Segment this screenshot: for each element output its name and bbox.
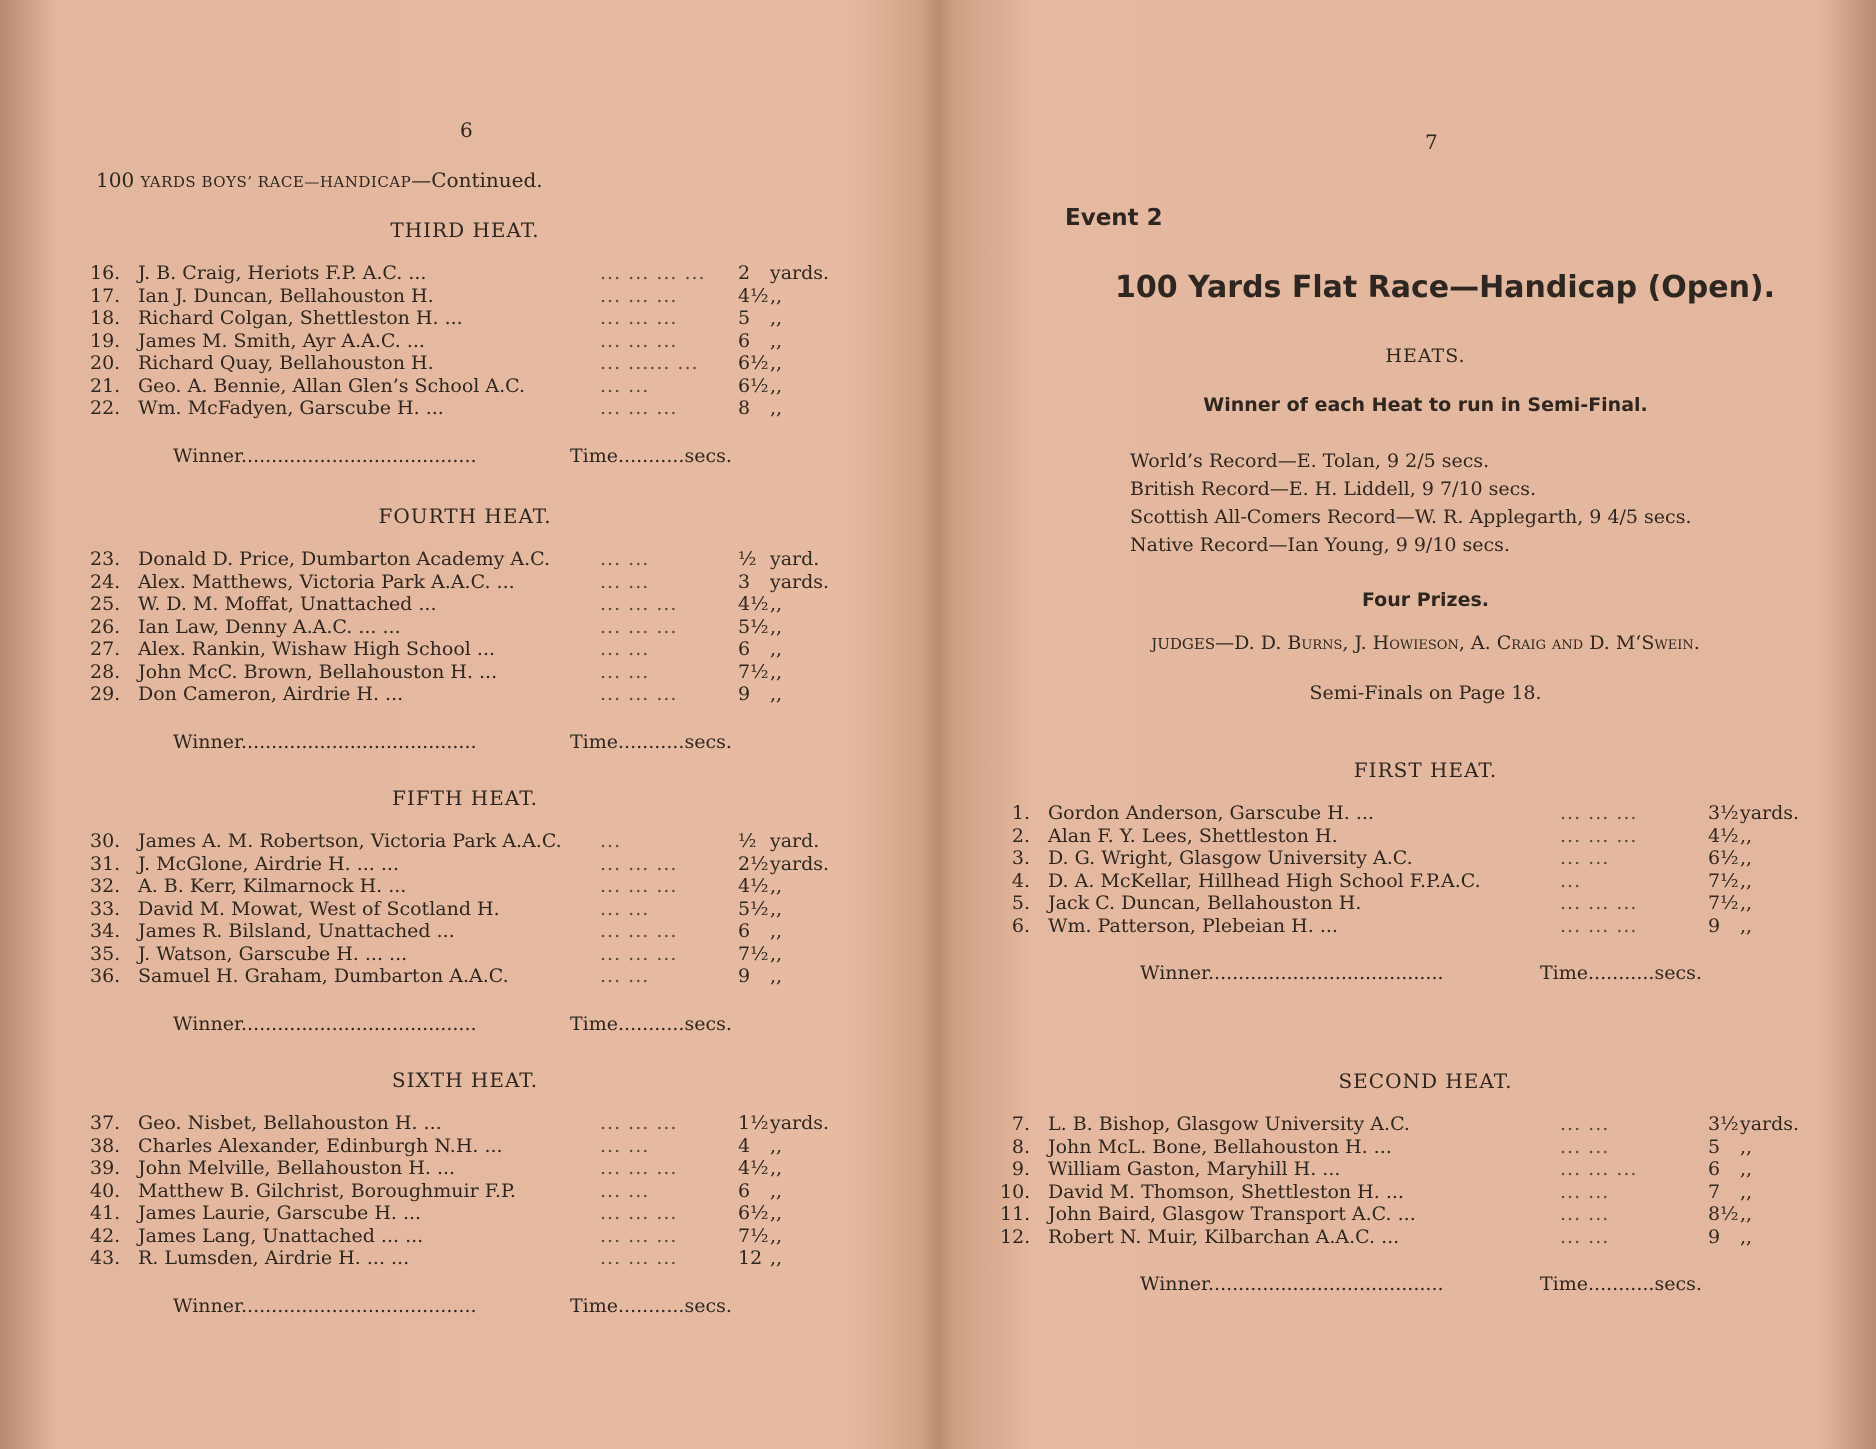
competitor-name: A. B. Kerr, Kilmarnock H. ... xyxy=(138,875,407,897)
entry-row xyxy=(1000,1113,1800,1136)
competitor-name: Richard Colgan, Shettleston H. ... xyxy=(138,307,463,329)
winner-line: Winner....................................... xyxy=(173,1012,477,1035)
entry-list xyxy=(90,830,850,988)
competitor-name: J. McGlone, Airdrie H. ... ... xyxy=(138,852,399,875)
handicap-unit: ,, xyxy=(770,1157,783,1179)
entry-row xyxy=(90,1247,850,1270)
time-line: Time...........secs. xyxy=(570,1294,732,1317)
entry-number: 22. xyxy=(90,397,121,419)
leader-dots: ... ... ... xyxy=(1560,1158,1638,1180)
competitor-name: Don Cameron, Airdrie H. ... xyxy=(138,683,404,705)
handicap-value: 6 xyxy=(738,1179,751,1202)
heat-title: SECOND HEAT. xyxy=(1338,1069,1513,1093)
competitor-name: Charles Alexander, Edinburgh N.H. ... xyxy=(138,1134,503,1157)
handicap-value: 4½ xyxy=(738,593,769,615)
competitor-name: Ian Law, Denny A.A.C. ... ... xyxy=(138,615,401,638)
entry-row xyxy=(90,1135,850,1158)
entry-row xyxy=(1000,915,1760,938)
entry-number: 4. xyxy=(1011,869,1030,892)
handicap-unit: ,, xyxy=(1740,892,1753,914)
entry-number: 37. xyxy=(90,1112,121,1134)
handicap-unit: ,, xyxy=(770,284,783,307)
winner-line: Winner....................................... xyxy=(173,730,477,753)
leader-dots: ... xyxy=(1560,869,1582,892)
winner-line: Winner....................................... xyxy=(173,1294,477,1317)
entry-list xyxy=(90,262,850,420)
event-label: Event 2 xyxy=(1065,205,1163,231)
winner-line: Winner....................................... xyxy=(1140,1273,1444,1295)
entry-list xyxy=(1000,802,1800,937)
handicap-unit: yards. xyxy=(770,262,830,284)
event-title: 100 Yards Flat Race—Handicap (Open). xyxy=(1115,270,1776,305)
handicap-value: 7½ xyxy=(1708,869,1739,892)
left-page xyxy=(0,0,930,1449)
entry-number: 2. xyxy=(1011,824,1030,847)
leader-dots: ... ... xyxy=(1560,1180,1610,1203)
handicap-value: 4½ xyxy=(1708,824,1739,847)
competitor-name: James R. Bilsland, Unattached ... xyxy=(138,920,455,942)
entry-row xyxy=(90,1225,850,1248)
entry-number: 20. xyxy=(90,352,121,374)
handicap-unit: ,, xyxy=(770,397,783,419)
competitor-name: D. A. McKellar, Hillhead High School F.P.A.C. xyxy=(1048,869,1481,892)
entry-number: 26. xyxy=(90,615,121,638)
handicap-value: 6 xyxy=(1708,1158,1721,1180)
competitor-name: Wm. McFadyen, Garscube H. ... xyxy=(138,397,444,419)
handicap-unit: ,, xyxy=(770,1247,783,1269)
time-line: Time...........secs. xyxy=(570,730,732,753)
handicap-value: 12 xyxy=(738,1247,763,1269)
competitor-name: D. G. Wright, Glasgow University A.C. xyxy=(1048,847,1413,869)
winner-line: Winner....................................... xyxy=(173,444,477,467)
time-line: Time...........secs. xyxy=(1540,1273,1702,1295)
competitor-name: David M. Thomson, Shettleston H. ... xyxy=(1048,1180,1404,1203)
handicap-value: 9 xyxy=(1708,1225,1721,1248)
competitor-name: Jack C. Duncan, Bellahouston H. xyxy=(1048,892,1362,914)
competitor-name: J. Watson, Garscube H. ... ... xyxy=(138,942,408,965)
leader-dots: ... ... xyxy=(600,897,650,920)
entry-row xyxy=(90,943,850,966)
leader-dots: ... ... ... xyxy=(1560,802,1638,824)
leader-dots: ... ... ... xyxy=(1560,892,1638,914)
running-head-title: YARDS BOYS’ RACE—HANDICAP xyxy=(140,173,412,191)
leader-dots: ... ... ... ... xyxy=(600,262,706,284)
entry-row xyxy=(1000,1226,1760,1249)
competitor-name: R. Lumsden, Airdrie H. ... ... xyxy=(138,1247,410,1269)
entry-row xyxy=(90,853,850,876)
handicap-unit: yard. xyxy=(770,830,820,852)
handicap-value: 2½ xyxy=(738,852,769,875)
competitor-name: James Lang, Unattached ... ... xyxy=(138,1224,424,1247)
handicap-unit: yards. xyxy=(770,1112,830,1134)
entry-row xyxy=(90,875,850,898)
judges-line xyxy=(955,632,1876,654)
handicap-unit: yards. xyxy=(1740,802,1800,824)
heat-title: FIRST HEAT. xyxy=(1353,758,1498,782)
competitor-name: Gordon Anderson, Garscube H. ... xyxy=(1048,802,1374,824)
handicap-unit: ,, xyxy=(770,660,783,683)
handicap-value: 7½ xyxy=(1708,892,1739,914)
semi-finals-note: Semi-Finals on Page 18. xyxy=(1309,682,1542,704)
heat-title: SIXTH HEAT. xyxy=(391,1068,539,1092)
entry-row xyxy=(90,285,850,308)
entry-number: 7. xyxy=(1011,1113,1030,1135)
time-line: Time...........secs. xyxy=(570,444,732,467)
competitor-name: Robert N. Muir, Kilbarchan A.A.C. ... xyxy=(1048,1225,1400,1248)
handicap-unit: ,, xyxy=(770,683,783,705)
handicap-unit: ,, xyxy=(770,307,783,329)
handicap-unit: yards. xyxy=(770,852,830,875)
handicap-value: 6½ xyxy=(738,1202,769,1224)
entry-row xyxy=(90,920,850,943)
competitor-name: Samuel H. Graham, Dumbarton A.A.C. xyxy=(138,965,509,987)
handicap-value: 3½ xyxy=(1708,802,1739,824)
entry-number: 21. xyxy=(90,374,121,397)
entry-row xyxy=(90,375,850,398)
heats-label: HEATS. xyxy=(1385,345,1466,367)
entry-row xyxy=(1000,1181,1760,1204)
leader-dots: ... ... ... xyxy=(600,1247,678,1269)
heat-title: FOURTH HEAT. xyxy=(378,504,552,528)
competitor-name: James A. M. Robertson, Victoria Park A.A.C. xyxy=(138,830,562,852)
entry-number: 18. xyxy=(90,307,121,329)
entry-number: 12. xyxy=(1000,1225,1031,1248)
entry-row xyxy=(90,307,850,330)
handicap-unit: yard. xyxy=(770,548,820,570)
competitor-name: John McC. Brown, Bellahouston H. ... xyxy=(138,660,498,683)
entry-number: 24. xyxy=(90,570,121,593)
heat-title: FIFTH HEAT. xyxy=(392,786,538,810)
handicap-value: 3½ xyxy=(1708,1113,1739,1135)
entry-number: 16. xyxy=(90,262,121,284)
record-line: Scottish All-Comers Record—W. R. Applegarth, 9 4/5 secs. xyxy=(1130,506,1692,528)
entry-row xyxy=(90,397,850,420)
competitor-name: John McL. Bone, Bellahouston H. ... xyxy=(1048,1135,1392,1158)
handicap-value: 2 xyxy=(738,262,751,284)
entry-row xyxy=(1000,847,1760,870)
handicap-unit: ,, xyxy=(770,942,783,965)
judges-names: —D. D. Burns, J. Howieson, A. Craig and D. M‘Swein. xyxy=(1215,632,1700,654)
handicap-unit: ,, xyxy=(770,1202,783,1224)
leader-dots: ... ... ... xyxy=(600,852,678,875)
entry-number: 35. xyxy=(90,942,121,965)
competitor-name: Matthew B. Gilchrist, Boroughmuir F.P. xyxy=(138,1179,516,1202)
leader-dots: ... ... xyxy=(1560,1113,1610,1135)
leader-dots: ... ... xyxy=(600,660,650,683)
handicap-unit: ,, xyxy=(1740,824,1753,847)
handicap-value: 4½ xyxy=(738,1157,769,1179)
winner-line: Winner....................................... xyxy=(1140,962,1444,984)
entry-row xyxy=(1000,1136,1760,1159)
handicap-unit: ,, xyxy=(770,965,783,987)
competitor-name: Alex. Rankin, Wishaw High School ... xyxy=(138,638,496,660)
handicap-value: 7½ xyxy=(738,1224,769,1247)
handicap-value: 4½ xyxy=(738,875,769,897)
entry-number: 5. xyxy=(1011,892,1030,914)
competitor-name: David M. Mowat, West of Scotland H. xyxy=(138,897,500,920)
leader-dots: ... xyxy=(600,830,622,852)
entry-number: 6. xyxy=(1011,914,1030,937)
competitor-name: W. D. M. Moffat, Unattached ... xyxy=(138,593,437,615)
entry-number: 38. xyxy=(90,1134,121,1157)
handicap-value: 4½ xyxy=(738,284,769,307)
handicap-unit: ,, xyxy=(1740,1225,1753,1248)
entry-number: 34. xyxy=(90,920,121,942)
entry-number: 41. xyxy=(90,1202,121,1224)
handicap-unit: ,, xyxy=(770,638,783,660)
handicap-unit: ,, xyxy=(770,920,783,942)
entry-row xyxy=(90,965,850,988)
handicap-unit: ,, xyxy=(770,897,783,920)
entry-number: 39. xyxy=(90,1157,121,1179)
competitor-name: L. B. Bishop, Glasgow University A.C. xyxy=(1048,1113,1410,1135)
entry-number: 29. xyxy=(90,683,121,705)
entry-number: 27. xyxy=(90,638,121,660)
page-number: 7 xyxy=(1425,130,1438,154)
heat-rule-note: Winner of each Heat to run in Semi-Final. xyxy=(1203,394,1648,416)
running-head-suffix: —Continued. xyxy=(411,168,543,192)
leader-dots: ... ... ... xyxy=(600,1202,678,1224)
entry-number: 9. xyxy=(1011,1158,1030,1180)
leader-dots: ... ... xyxy=(600,1179,650,1202)
handicap-unit: ,, xyxy=(1740,869,1753,892)
handicap-unit: ,, xyxy=(770,593,783,615)
handicap-value: 9 xyxy=(738,683,751,705)
leader-dots: ... ... ... xyxy=(1560,914,1638,937)
time-line: Time...........secs. xyxy=(1540,962,1702,984)
entry-row xyxy=(90,571,850,594)
entry-list xyxy=(1000,1113,1800,1248)
competitor-name: Alex. Matthews, Victoria Park A.A.C. ... xyxy=(138,570,515,593)
leader-dots: ... ... ... xyxy=(600,615,678,638)
handicap-value: 5 xyxy=(738,307,751,329)
handicap-value: 8 xyxy=(738,397,751,419)
competitor-name: Richard Quay, Bellahouston H. xyxy=(138,352,434,374)
handicap-unit: ,, xyxy=(770,1179,783,1202)
handicap-value: 6 xyxy=(738,920,751,942)
entry-row xyxy=(1000,825,1760,848)
leader-dots: ... ... xyxy=(1560,1203,1610,1225)
entry-row xyxy=(90,616,850,639)
handicap-value: 6½ xyxy=(738,374,769,397)
running-head-prefix: 100 xyxy=(96,168,141,192)
entry-row xyxy=(90,262,850,285)
entry-row xyxy=(90,330,850,353)
entry-number: 30. xyxy=(90,830,121,852)
entry-number: 3. xyxy=(1011,847,1030,869)
page-number: 6 xyxy=(460,118,473,142)
handicap-unit: ,, xyxy=(770,1134,783,1157)
competitor-name: Ian J. Duncan, Bellahouston H. xyxy=(138,284,434,307)
entry-number: 19. xyxy=(90,329,121,352)
handicap-unit: ,, xyxy=(770,615,783,638)
entry-row xyxy=(90,1157,850,1180)
handicap-value: 9 xyxy=(738,965,751,987)
competitor-name: John Melville, Bellahouston H. ... xyxy=(138,1157,456,1179)
entry-row xyxy=(90,683,850,706)
entry-row xyxy=(90,1202,850,1225)
leader-dots: ... ... xyxy=(600,965,650,987)
leader-dots: ... ...... ... xyxy=(600,352,699,374)
entry-number: 23. xyxy=(90,548,121,570)
handicap-unit: ,, xyxy=(1740,1158,1753,1180)
entry-row xyxy=(90,1180,850,1203)
entry-number: 10. xyxy=(1000,1180,1031,1203)
handicap-unit: ,, xyxy=(1740,914,1753,937)
handicap-unit: ,, xyxy=(1740,1135,1753,1158)
handicap-value: 5½ xyxy=(738,615,769,638)
entry-row xyxy=(1000,892,1760,915)
leader-dots: ... ... xyxy=(1560,847,1610,869)
judges-label: JUDGES xyxy=(1151,635,1216,653)
handicap-value: 6 xyxy=(738,329,751,352)
handicap-unit: ,, xyxy=(770,374,783,397)
record-line: British Record—E. H. Liddell, 9 7/10 secs. xyxy=(1130,478,1537,500)
handicap-value: ½ xyxy=(738,548,757,570)
competitor-name: John Baird, Glasgow Transport A.C. ... xyxy=(1048,1203,1416,1225)
handicap-unit: ,, xyxy=(770,329,783,352)
entry-number: 31. xyxy=(90,852,121,875)
entry-row xyxy=(90,352,850,375)
heat-title: THIRD HEAT. xyxy=(390,218,540,242)
handicap-value: 6½ xyxy=(1708,847,1739,869)
handicap-value: 6½ xyxy=(738,352,769,374)
leader-dots: ... ... ... xyxy=(600,1157,678,1179)
competitor-name: Geo. Nisbet, Bellahouston H. ... xyxy=(138,1112,442,1134)
leader-dots: ... ... xyxy=(600,1134,650,1157)
entry-row xyxy=(90,898,850,921)
competitor-name: William Gaston, Maryhill H. ... xyxy=(1048,1158,1341,1180)
entry-row xyxy=(90,638,850,661)
competitor-name: James M. Smith, Ayr A.A.C. ... xyxy=(138,329,425,352)
entry-number: 40. xyxy=(90,1179,121,1202)
entry-list xyxy=(90,1112,850,1270)
handicap-value: 6 xyxy=(738,638,751,660)
handicap-unit: ,, xyxy=(1740,847,1753,869)
competitor-name: Alan F. Y. Lees, Shettleston H. xyxy=(1048,824,1338,847)
entry-row xyxy=(1000,802,1800,825)
entry-number: 36. xyxy=(90,965,121,987)
prizes-note: Four Prizes. xyxy=(1361,589,1490,611)
leader-dots: ... ... ... xyxy=(600,329,678,352)
entry-row xyxy=(90,830,850,853)
handicap-value: 3 xyxy=(738,570,751,593)
entry-row xyxy=(90,593,850,616)
leader-dots: ... ... ... xyxy=(600,397,678,419)
competitor-name: Geo. A. Bennie, Allan Glen’s School A.C. xyxy=(138,374,526,397)
leader-dots: ... ... ... xyxy=(600,307,678,329)
entry-number: 32. xyxy=(90,875,121,897)
entry-number: 11. xyxy=(1000,1203,1031,1225)
running-head xyxy=(96,168,543,192)
entry-number: 28. xyxy=(90,660,121,683)
entry-number: 17. xyxy=(90,284,121,307)
entry-number: 33. xyxy=(90,897,121,920)
competitor-name: Wm. Patterson, Plebeian H. ... xyxy=(1048,914,1338,937)
handicap-value: 7½ xyxy=(738,660,769,683)
leader-dots: ... ... xyxy=(600,374,650,397)
handicap-unit: yards. xyxy=(770,570,830,593)
entry-row xyxy=(1000,870,1760,893)
handicap-value: 4 xyxy=(738,1134,751,1157)
entry-number: 25. xyxy=(90,593,121,615)
record-line: World’s Record—E. Tolan, 9 2/5 secs. xyxy=(1130,450,1490,472)
entry-row xyxy=(1000,1158,1760,1181)
leader-dots: ... ... xyxy=(600,548,650,570)
entry-row xyxy=(90,1112,850,1135)
records-list xyxy=(1130,447,1691,559)
entry-row xyxy=(1000,1203,1760,1226)
leader-dots: ... ... ... xyxy=(600,942,678,965)
entry-number: 42. xyxy=(90,1224,121,1247)
competitor-name: Donald D. Price, Dumbarton Academy A.C. xyxy=(138,548,551,570)
leader-dots: ... ... xyxy=(1560,1135,1610,1158)
handicap-unit: ,, xyxy=(770,352,783,374)
leader-dots: ... ... xyxy=(600,570,650,593)
entry-row xyxy=(90,661,850,684)
leader-dots: ... ... ... xyxy=(600,1112,678,1134)
entry-number: 8. xyxy=(1011,1135,1030,1158)
leader-dots: ... ... ... xyxy=(600,920,678,942)
handicap-value: 7½ xyxy=(738,942,769,965)
competitor-name: James Laurie, Garscube H. ... xyxy=(138,1202,422,1224)
entry-number: 1. xyxy=(1011,802,1030,824)
handicap-unit: ,, xyxy=(1740,1203,1753,1225)
handicap-unit: ,, xyxy=(770,875,783,897)
entry-row xyxy=(90,548,850,571)
time-line: Time...........secs. xyxy=(570,1012,732,1035)
handicap-unit: ,, xyxy=(770,1224,783,1247)
leader-dots: ... ... ... xyxy=(600,593,678,615)
handicap-value: 8½ xyxy=(1708,1203,1739,1225)
record-line: Native Record—Ian Young, 9 9/10 secs. xyxy=(1130,534,1510,556)
handicap-value: 7 xyxy=(1708,1180,1721,1203)
leader-dots: ... ... ... xyxy=(600,284,678,307)
leader-dots: ... ... xyxy=(600,638,650,660)
handicap-value: ½ xyxy=(738,830,757,852)
leader-dots: ... ... ... xyxy=(600,1224,678,1247)
handicap-value: 1½ xyxy=(738,1112,769,1134)
right-page xyxy=(935,0,1876,1449)
leader-dots: ... ... ... xyxy=(600,875,678,897)
competitor-name: J. B. Craig, Heriots F.P. A.C. ... xyxy=(138,262,427,284)
entry-list xyxy=(90,548,850,706)
leader-dots: ... ... ... xyxy=(600,683,678,705)
leader-dots: ... ... ... xyxy=(1560,824,1638,847)
handicap-value: 5 xyxy=(1708,1135,1721,1158)
handicap-unit: ,, xyxy=(1740,1180,1753,1203)
handicap-unit: yards. xyxy=(1740,1113,1800,1135)
entry-number: 43. xyxy=(90,1247,121,1269)
leader-dots: ... ... xyxy=(1560,1225,1610,1248)
handicap-value: 5½ xyxy=(738,897,769,920)
handicap-value: 9 xyxy=(1708,914,1721,937)
